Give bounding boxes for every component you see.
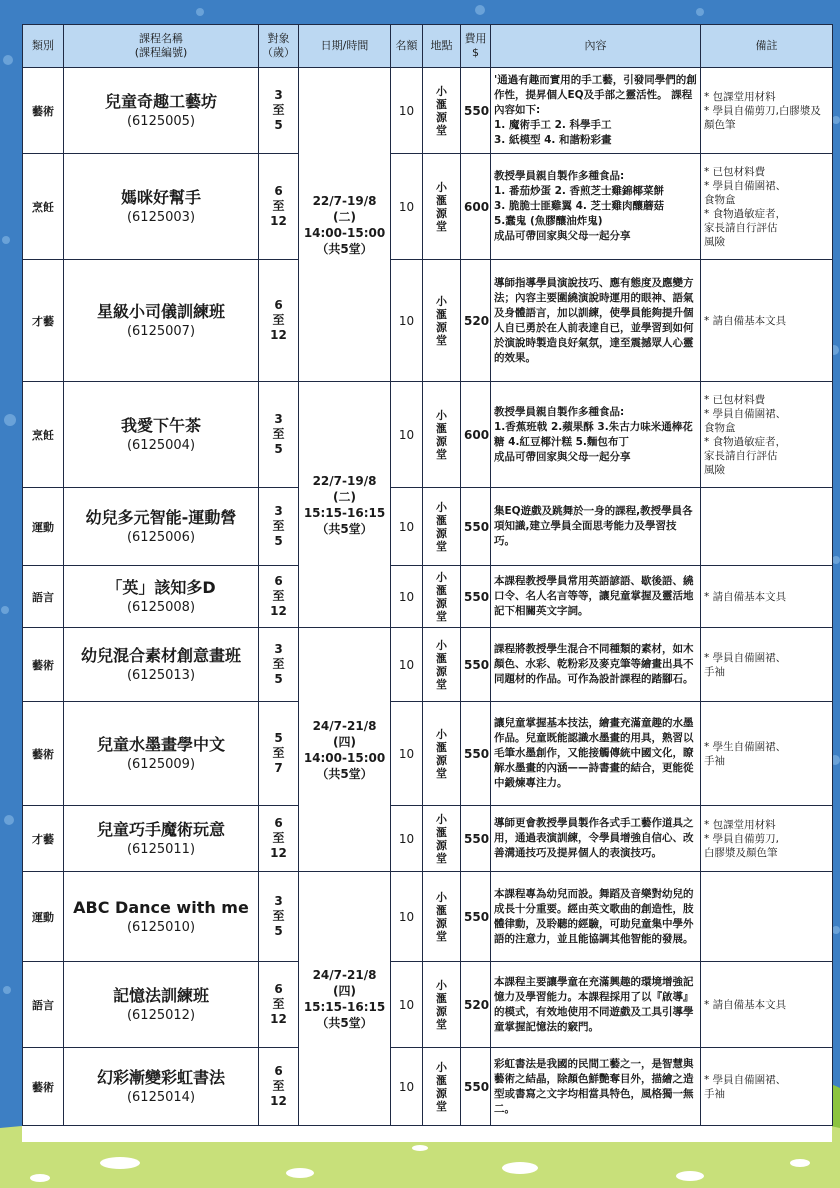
course-quota: 10 [391, 962, 423, 1048]
course-category: 藝術 [23, 628, 64, 702]
table-row [23, 488, 833, 566]
course-code: (6125012) [126, 1007, 196, 1023]
table-row [23, 806, 833, 872]
course-fee: 550 [461, 488, 491, 566]
course-date-time: 24/7-21/8 (四) 14:00-15:00 （共5堂） [299, 628, 391, 872]
course-venue: 小 滙 源 堂 [423, 382, 461, 488]
course-age-range: 3 至 5 [259, 68, 299, 154]
table-row [23, 154, 833, 260]
course-remarks [701, 872, 833, 962]
course-name-cell [64, 628, 259, 702]
course-date-time: 22/7-19/8 (二) 15:15-16:15 （共5堂） [299, 382, 391, 628]
course-age-range: 6 至 12 [259, 260, 299, 382]
course-venue: 小 滙 源 堂 [423, 806, 461, 872]
course-venue: 小 滙 源 堂 [423, 488, 461, 566]
course-fee: 520 [461, 260, 491, 382]
course-content: 彩虹書法是我國的民間工藝之一，是智慧與藝術之結晶，除顏色鮮艷奪目外，描繪之造型或書寫之文字均相當具特色，風格獨一無二。 [491, 1048, 701, 1126]
course-fee: 550 [461, 872, 491, 962]
course-code: (6125006) [126, 529, 196, 545]
course-venue: 小 滙 源 堂 [423, 68, 461, 154]
course-code: (6125007) [126, 323, 196, 339]
course-quota: 10 [391, 154, 423, 260]
course-name-cell [64, 702, 259, 806]
course-quota: 10 [391, 566, 423, 628]
course-fee: 600 [461, 382, 491, 488]
header-category: 類別 [23, 25, 64, 68]
header-quota: 名額 [391, 25, 423, 68]
course-quota: 10 [391, 806, 423, 872]
course-age-range: 3 至 5 [259, 488, 299, 566]
table-row [23, 702, 833, 806]
course-age-range: 6 至 12 [259, 962, 299, 1048]
course-code: (6125005) [126, 113, 196, 129]
course-category: 烹飪 [23, 154, 64, 260]
course-category: 藝術 [23, 702, 64, 806]
course-name-cell [64, 962, 259, 1048]
course-code: (6125003) [126, 209, 196, 225]
course-remarks: * 請自備基本文具 [701, 962, 833, 1048]
course-title: 我愛下午茶 [120, 415, 201, 435]
course-title: 媽咪好幫手 [120, 187, 201, 207]
course-name-cell [64, 68, 259, 154]
course-title: 星級小司儀訓練班 [96, 301, 225, 321]
course-name-cell [64, 806, 259, 872]
course-content: 導師指導學員演說技巧、應有態度及應變方法；內容主要圍繞演說時運用的眼神、語氣及身體語言，加以訓練，使學員能夠提升個人自已勇於在人前表達自已，並學習到如何於演說時製造良好氣氛，達至震撼眾人心靈的效果。 [491, 260, 701, 382]
header-course-name: 課程名稱 (課程編號) [64, 25, 259, 68]
course-content: 教授學員親自製作多種食品: 1. 番茄炒蛋 2. 香煎芝士雞錦椰菜餅 3. 脆脆士匪雞翼 4. 芝士雞肉釀蘑菇 5.蠢鬼 (魚膠釀油炸鬼) 成品可帶回家與父母一起分享 [491, 154, 701, 260]
course-quota: 10 [391, 260, 423, 382]
course-venue: 小 滙 源 堂 [423, 154, 461, 260]
table-row [23, 382, 833, 488]
header-datetime: 日期/時間 [299, 25, 391, 68]
course-quota: 10 [391, 628, 423, 702]
course-content: 讓兒童掌握基本技法，繪畫充滿童趣的水墨作品。兒童既能認識水墨畫的用具，熟習以毛筆水墨創作，又能接觸傳統中國文化，瞭解水墨畫的內涵——詩書畫的結合，更能從中鍛煉專注力。 [491, 702, 701, 806]
course-code: (6125011) [126, 841, 196, 857]
course-name-cell [64, 872, 259, 962]
course-schedule-table [22, 24, 833, 1126]
course-venue: 小 滙 源 堂 [423, 1048, 461, 1126]
course-fee: 550 [461, 806, 491, 872]
course-remarks: * 已包材料費 * 學員自備圍裙、 食物盒 * 食物過敏症者， 家長請自行評估 風險 [701, 154, 833, 260]
course-remarks: * 包課堂用材料 * 學員自備剪刀, 白膠漿及顏色筆 [701, 806, 833, 872]
course-venue: 小 滙 源 堂 [423, 628, 461, 702]
course-name-cell [64, 488, 259, 566]
course-remarks: * 請自備基本文具 [701, 566, 833, 628]
course-rows [23, 68, 833, 1126]
course-code: (6125009) [126, 756, 196, 772]
course-category: 藝術 [23, 1048, 64, 1126]
course-quota: 10 [391, 488, 423, 566]
course-code: (6125004) [126, 437, 196, 453]
course-venue: 小 滙 源 堂 [423, 702, 461, 806]
course-name-cell [64, 382, 259, 488]
course-name-cell [64, 1048, 259, 1126]
header-fee: 費用 $ [461, 25, 491, 68]
course-quota: 10 [391, 872, 423, 962]
course-content: '通過有趣而實用的手工藝，引發同學們的創作性，提昇個人EQ及手部之靈活性。 課程內容如下: 1. 魔術手工 2. 科學手工 3. 紙模型 4. 和諧粉彩畫 [491, 68, 701, 154]
course-name-cell [64, 260, 259, 382]
course-fee: 550 [461, 1048, 491, 1126]
course-remarks: * 學員自備圍裙、 手袖 [701, 1048, 833, 1126]
course-age-range: 5 至 7 [259, 702, 299, 806]
header-remarks: 備註 [701, 25, 833, 68]
course-remarks: * 學員自備圍裙、 手袖 [701, 628, 833, 702]
course-fee: 520 [461, 962, 491, 1048]
course-content: 教授學員親自製作多種食品: 1.香蕉班戟 2.蘋果酥 3.朱古力味米通棒花糖 4.紅豆椰汁糕 5.麵包布丁 成品可帶回家與父母一起分享 [491, 382, 701, 488]
course-venue: 小 滙 源 堂 [423, 962, 461, 1048]
course-title: 兒童水墨畫學中文 [96, 734, 225, 754]
table-header-row [23, 25, 833, 68]
course-title: 記憶法訓練班 [112, 985, 209, 1005]
course-title: 幻彩漸變彩虹書法 [96, 1067, 225, 1087]
course-fee: 550 [461, 68, 491, 154]
course-quota: 10 [391, 382, 423, 488]
course-category: 才藝 [23, 260, 64, 382]
course-date-time: 24/7-21/8 (四) 15:15-16:15 （共5堂） [299, 872, 391, 1126]
course-fee: 550 [461, 702, 491, 806]
course-category: 語言 [23, 962, 64, 1048]
course-code: (6125014) [126, 1089, 196, 1105]
course-name-cell [64, 566, 259, 628]
course-quota: 10 [391, 702, 423, 806]
course-fee: 550 [461, 566, 491, 628]
course-title: 幼兒混合素材創意畫班 [80, 645, 241, 665]
course-category: 語言 [23, 566, 64, 628]
course-code: (6125008) [126, 599, 196, 615]
course-remarks: * 請自備基本文具 [701, 260, 833, 382]
course-fee: 550 [461, 628, 491, 702]
header-content: 內容 [491, 25, 701, 68]
course-category: 運動 [23, 488, 64, 566]
course-remarks: * 已包材料費 * 學員自備圍裙、 食物盒 * 食物過敏症者， 家長請自行評估 風險 [701, 382, 833, 488]
course-title: ABC Dance with me [73, 897, 249, 917]
course-content: 集EQ遊戲及跳舞於一身的課程,教授學員各項知識,建立學員全面思考能力及學習技巧。 [491, 488, 701, 566]
table-row [23, 628, 833, 702]
course-name-cell [64, 154, 259, 260]
table-row [23, 872, 833, 962]
course-age-range: 3 至 5 [259, 628, 299, 702]
course-age-range: 3 至 5 [259, 872, 299, 962]
course-venue: 小 滙 源 堂 [423, 566, 461, 628]
course-age-range: 6 至 12 [259, 806, 299, 872]
course-code: (6125013) [126, 667, 196, 683]
table-row [23, 1048, 833, 1126]
course-code: (6125010) [126, 919, 196, 935]
course-title: 兒童奇趣工藝坊 [104, 91, 217, 111]
course-fee: 600 [461, 154, 491, 260]
course-content: 導師更會教授學員製作各式手工藝作道具之用，通過表演訓練，令學員增強自信心、改善溝通技巧及提昇個人的表演技巧。 [491, 806, 701, 872]
header-venue: 地點 [423, 25, 461, 68]
course-content: 本課程主要讓學童在充滿興趣的環境增強記憶力及學習能力。本課程採用了以『啟導』的模式，有效地使用不同遊戲及工具引導學童掌握記憶法的竅門。 [491, 962, 701, 1048]
table-row [23, 260, 833, 382]
course-remarks [701, 488, 833, 566]
course-content: 本課程專為幼兒而設。舞蹈及音樂對幼兒的成長十分重要。經由英文歌曲的創造性，肢體律動，及聆聽的經驗，可助兒童集中學外語的注意力，並且能協調其他智能的發展。 [491, 872, 701, 962]
course-age-range: 6 至 12 [259, 566, 299, 628]
course-quota: 10 [391, 1048, 423, 1126]
course-quota: 10 [391, 68, 423, 154]
course-content: 課程將教授學生混合不同種類的素材，如木顏色、水彩、乾粉彩及麥克筆等繪畫出具不同題材的作品。可作為設計課程的踏腳石。 [491, 628, 701, 702]
course-age-range: 6 至 12 [259, 154, 299, 260]
course-remarks: * 包課堂用材料 * 學員自備剪刀,白膠漿及顏色筆 [701, 68, 833, 154]
course-content: 本課程教授學員常用英語諺語、歇後語、繞口令、名人名言等等，讓兒童掌握及靈活地記下相關英文字詞。 [491, 566, 701, 628]
table-row [23, 68, 833, 154]
course-age-range: 3 至 5 [259, 382, 299, 488]
course-venue: 小 滙 源 堂 [423, 872, 461, 962]
course-category: 藝術 [23, 68, 64, 154]
course-remarks: * 學生自備圍裙、 手袖 [701, 702, 833, 806]
course-title: 「英」該知多D [106, 577, 216, 597]
course-title: 幼兒多元智能-運動營 [85, 507, 237, 527]
course-venue: 小 滙 源 堂 [423, 260, 461, 382]
table-row [23, 962, 833, 1048]
course-category: 烹飪 [23, 382, 64, 488]
course-title: 兒童巧手魔術玩意 [96, 819, 225, 839]
table-row [23, 566, 833, 628]
course-date-time: 22/7-19/8 (二) 14:00-15:00 （共5堂） [299, 68, 391, 382]
course-category: 才藝 [23, 806, 64, 872]
header-target: 對象 （歲） [259, 25, 299, 68]
course-age-range: 6 至 12 [259, 1048, 299, 1126]
course-category: 運動 [23, 872, 64, 962]
